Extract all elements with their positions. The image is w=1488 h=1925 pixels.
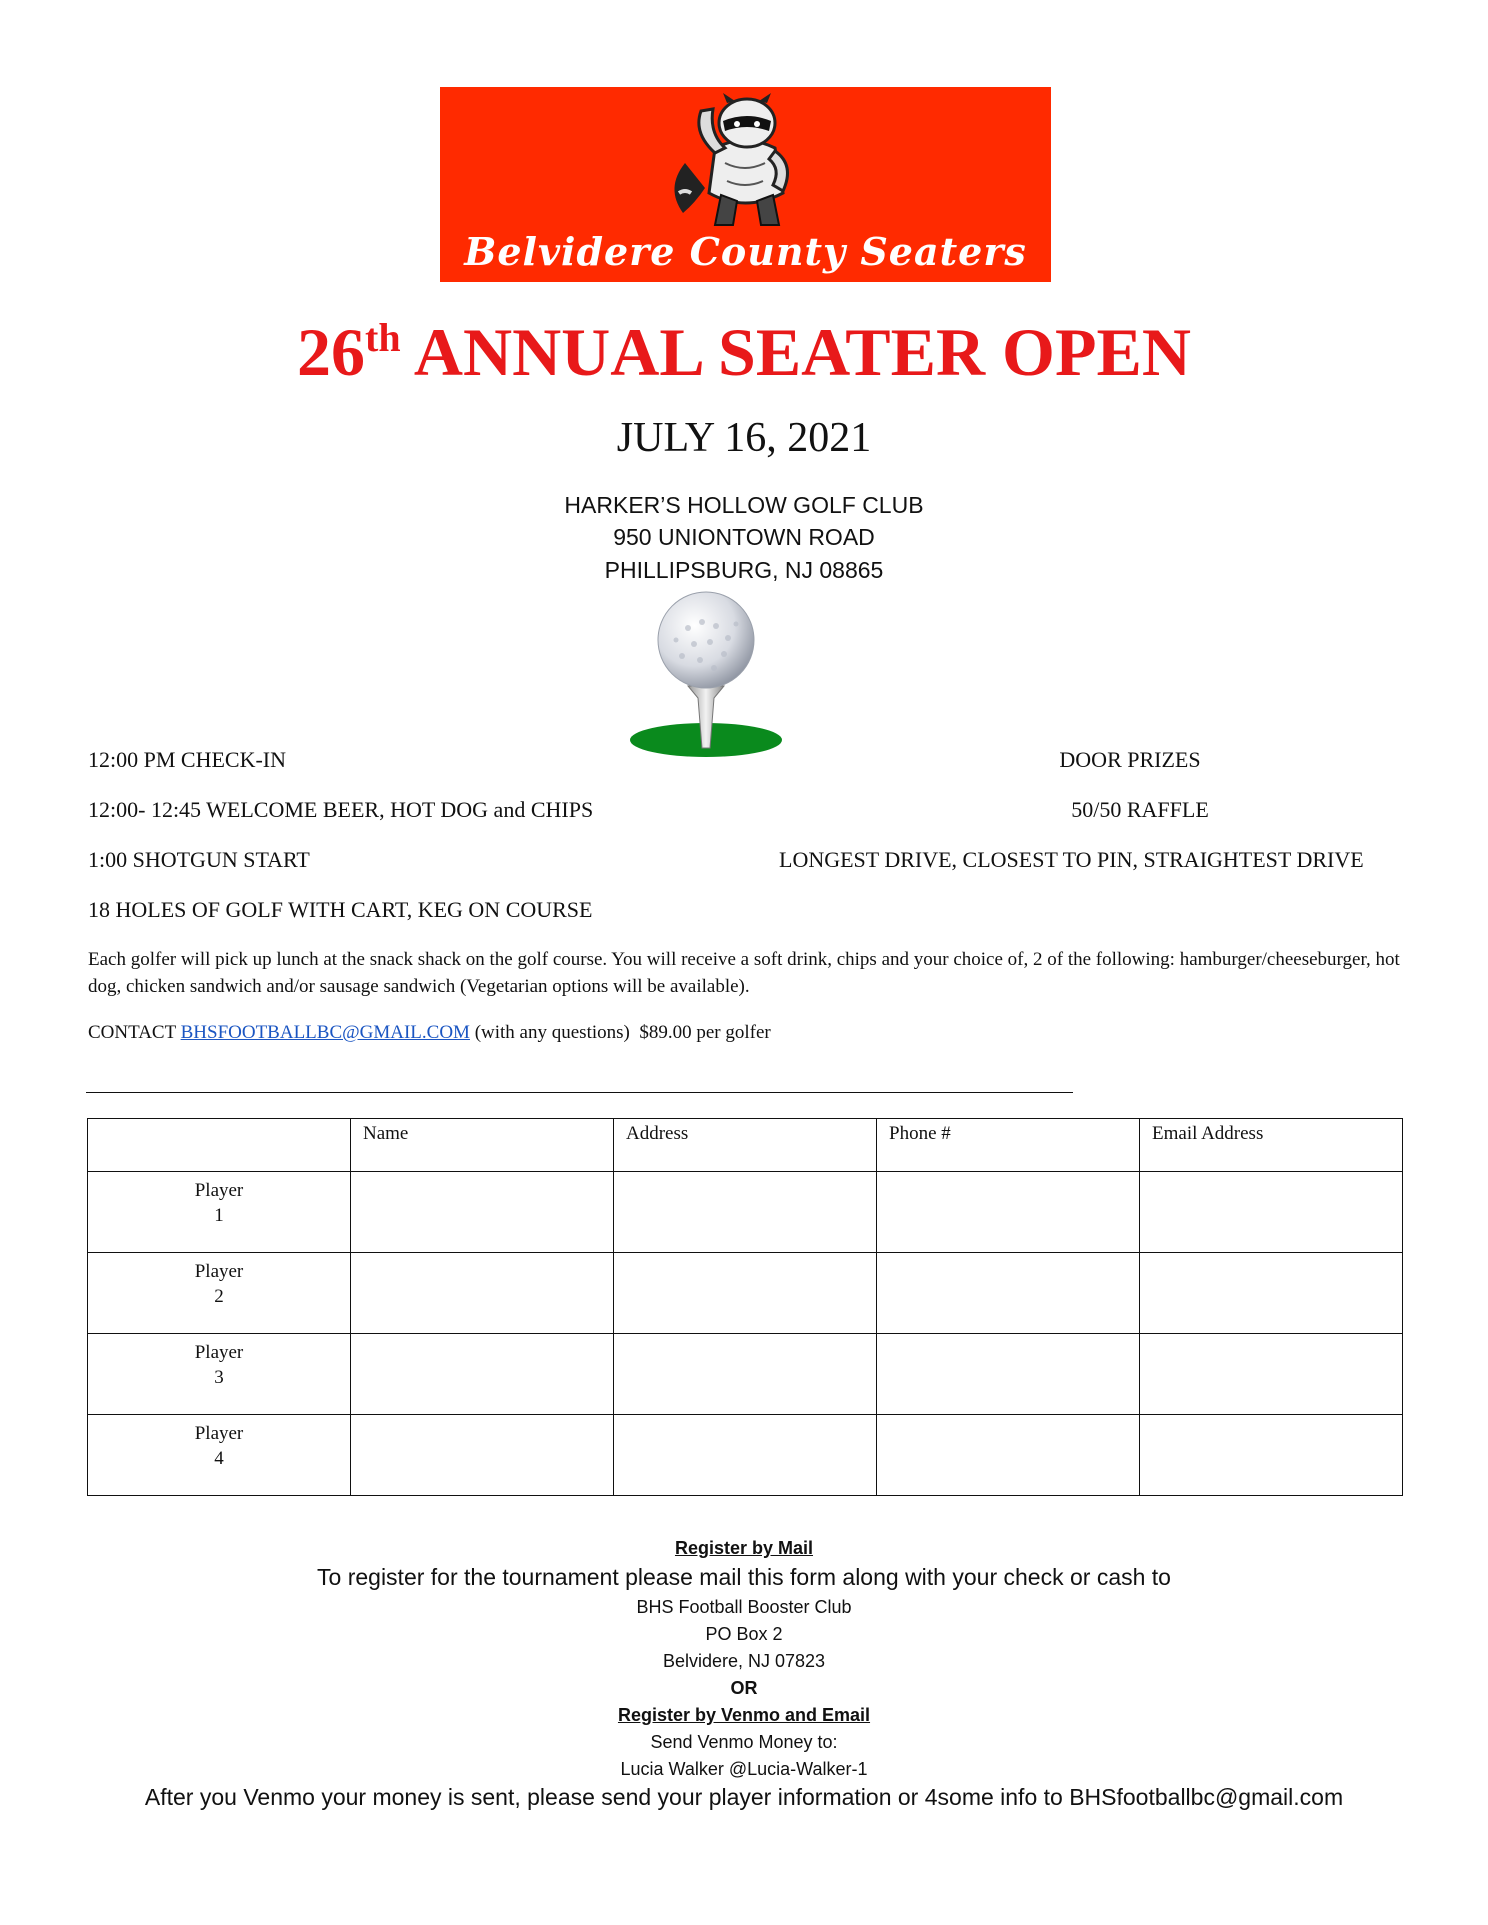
venmo-line: Lucia Walker @Lucia-Walker-1 [620, 1759, 868, 1779]
name-cell[interactable] [351, 1172, 614, 1253]
email-cell[interactable] [1140, 1253, 1403, 1334]
page-title [0, 312, 1488, 392]
extra-item: 50/50 RAFFLE [1071, 797, 1209, 822]
address-cell[interactable] [614, 1334, 877, 1415]
address-cell[interactable] [614, 1253, 877, 1334]
column-header: Email Address [1140, 1119, 1403, 1172]
price: $89.00 per golfer [639, 1022, 771, 1043]
phone-cell[interactable] [877, 1253, 1140, 1334]
phone-cell[interactable] [877, 1172, 1140, 1253]
event-date: JULY 16, 2021 [616, 415, 872, 461]
name-cell[interactable] [351, 1334, 614, 1415]
extra-item: LONGEST DRIVE, CLOSEST TO PIN, STRAIGHTEST DRIVE [779, 847, 1364, 872]
contact-line [88, 1020, 771, 1046]
player-label: Player 1 [88, 1172, 351, 1253]
contact-email-link[interactable]: BHSFOOTBALLBC@GMAIL.COM [180, 1022, 470, 1043]
schedule-item: 12:00 PM CHECK-IN [88, 747, 287, 772]
mail-address-line: BHS Football Booster Club [636, 1597, 852, 1617]
column-header: Address [614, 1119, 877, 1172]
column-header [88, 1119, 351, 1172]
title-suffix: th [365, 315, 401, 360]
mail-instruction: To register for the tournament please mail this form along with your check or cash to [317, 1564, 1171, 1590]
divider [86, 1092, 1073, 1093]
mail-address-line: Belvidere, NJ 07823 [662, 1651, 826, 1671]
schedule-item: 18 HOLES OF GOLF WITH CART, KEG ON COURSE [88, 897, 593, 922]
title-number: 26 [297, 314, 366, 390]
extra-item: DOOR PRIZES [1059, 747, 1201, 772]
venmo-heading: Register by Venmo and Email [617, 1705, 871, 1725]
team-banner [440, 87, 1051, 282]
table-row [88, 1253, 1403, 1334]
registration-table [87, 1118, 1403, 1496]
email-cell[interactable] [1140, 1172, 1403, 1253]
golf-ball-icon [628, 588, 783, 758]
raccoon-mascot-icon [665, 93, 825, 228]
column-header: Phone # [877, 1119, 1140, 1172]
lunch-description: Each golfer will pick up lunch at the snack shack on the golf course. You will receive a soft drink, chips and your choice of, 2 of the following: hamburger/cheeseburger, hot dog, chicken sandwich and/or sausage sandwich (Vegetarian options will be available). [88, 949, 1400, 997]
column-header: Name [351, 1119, 614, 1172]
venmo-line: Send Venmo Money to: [650, 1732, 838, 1752]
table-row [88, 1172, 1403, 1253]
schedule-item: 1:00 SHOTGUN START [88, 847, 310, 872]
venue-name: HARKER’S HOLLOW GOLF CLUB [564, 492, 924, 518]
table-header-row [88, 1119, 1403, 1172]
or-separator: OR [730, 1678, 758, 1698]
schedule-item: 12:00- 12:45 WELCOME BEER, HOT DOG and CHIPS [88, 797, 594, 822]
venue-street: 950 UNIONTOWN ROAD [613, 524, 875, 550]
title-rest: ANNUAL SEATER OPEN [413, 314, 1191, 390]
address-cell[interactable] [614, 1172, 877, 1253]
phone-cell[interactable] [877, 1334, 1140, 1415]
mail-address-line: PO Box 2 [705, 1624, 783, 1644]
name-cell[interactable] [351, 1253, 614, 1334]
player-label: Player 4 [88, 1415, 351, 1496]
address-cell[interactable] [614, 1415, 877, 1496]
table-row [88, 1415, 1403, 1496]
mail-heading: Register by Mail [674, 1538, 814, 1558]
contact-note: (with any questions) [474, 1022, 630, 1043]
player-label: Player 2 [88, 1253, 351, 1334]
email-cell[interactable] [1140, 1415, 1403, 1496]
email-cell[interactable] [1140, 1334, 1403, 1415]
phone-cell[interactable] [877, 1415, 1140, 1496]
player-label: Player 3 [88, 1334, 351, 1415]
final-instruction: After you Venmo your money is sent, please send your player information or 4some info to BHSfootballbc@gmail.com [144, 1784, 1344, 1810]
table-row [88, 1334, 1403, 1415]
contact-label: CONTACT [88, 1022, 176, 1043]
banner-text: Belvidere County Seaters [464, 229, 1027, 274]
venue-city: PHILLIPSBURG, NJ 08865 [604, 557, 884, 583]
name-cell[interactable] [351, 1415, 614, 1496]
